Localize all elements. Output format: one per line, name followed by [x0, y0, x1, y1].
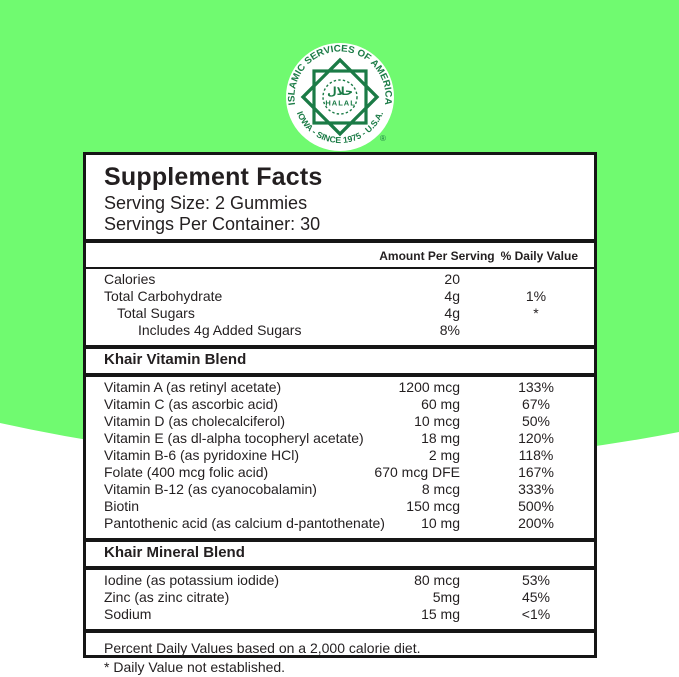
nutrient-name: Vitamin A (as retinyl acetate)	[104, 379, 282, 395]
footnote-daily-values: Percent Daily Values based on a 2,000 calorie diet.	[104, 640, 421, 656]
panel-title: Supplement Facts	[104, 163, 323, 191]
nutrient-dv: 45%	[521, 589, 551, 605]
nutrient-amount: 670 mcg DFE	[374, 464, 460, 480]
nutrient-dv: *	[533, 305, 539, 321]
nutrient-dv: 500%	[518, 498, 554, 514]
nutrient-dv: 1%	[525, 288, 547, 304]
nutrient-amount: 10 mg	[421, 515, 460, 531]
nutrient-name: Vitamin D (as cholecalciferol)	[104, 413, 286, 429]
nutrient-name: Zinc (as zinc citrate)	[104, 589, 230, 605]
nutrient-name: Sodium	[104, 606, 152, 622]
nutrient-dv: 67%	[521, 396, 551, 412]
table-row	[86, 481, 594, 498]
nutrient-amount: 4g	[444, 288, 460, 304]
nutrient-amount: 15 mg	[421, 606, 460, 622]
table-row	[86, 464, 594, 481]
supplement-facts-panel	[83, 152, 597, 675]
nutrient-name: Vitamin C (as ascorbic acid)	[104, 396, 279, 412]
table-row	[86, 271, 594, 288]
nutrient-amount: 20	[444, 271, 460, 287]
nutrient-dv: 50%	[521, 413, 551, 429]
servings-per-container: Servings Per Container: 30	[104, 214, 321, 234]
table-row	[86, 515, 594, 532]
halal-logo	[277, 34, 403, 160]
table-row	[86, 572, 594, 589]
table-row	[86, 396, 594, 413]
nutrient-name: Total Carbohydrate	[104, 288, 223, 304]
nutrient-amount: 5mg	[432, 589, 460, 605]
logo-halal-label: HALAL	[325, 98, 356, 108]
table-row	[86, 305, 594, 322]
logo-arc-bottom-textpath: IOWA - SINCE 1975 - U.S.A.	[294, 109, 386, 146]
nutrient-name: Vitamin B-12 (as cyanocobalamin)	[104, 481, 317, 497]
nutrient-name: Total Sugars	[117, 305, 195, 321]
footnote-dv-not-established: * Daily Value not established.	[104, 659, 286, 675]
nutrient-amount: 4g	[444, 305, 460, 321]
nutrient-name: Vitamin E (as dl-alpha tocopheryl acetate)	[104, 430, 364, 446]
nutrient-amount: 8 mcg	[421, 481, 460, 497]
logo-arc-top-textpath: ISLAMIC SERVICES OF AMERICA	[286, 43, 394, 106]
nutrient-dv: 333%	[518, 481, 554, 497]
mineral-blend-header: Khair Mineral Blend	[104, 544, 245, 561]
column-header-amount: Amount Per Serving	[379, 249, 495, 263]
vitamin-blend-rows	[86, 377, 594, 534]
table-row	[86, 288, 594, 305]
vitamin-blend-header: Khair Vitamin Blend	[104, 351, 247, 368]
nutrient-dv: 133%	[518, 379, 554, 395]
nutrient-name: Folate (400 mcg folic acid)	[104, 464, 269, 480]
logo-arabic-halal: حلال	[327, 85, 353, 98]
column-headers	[86, 243, 594, 267]
table-row	[86, 447, 594, 464]
registered-trademark-icon: ®	[380, 134, 386, 143]
nutrient-amount: 1200 mcg	[398, 379, 460, 395]
nutrient-dv: 118%	[518, 447, 554, 463]
mineral-blend-rows	[86, 570, 594, 625]
nutrient-amount: 10 mcg	[414, 413, 460, 429]
table-row	[86, 589, 594, 606]
nutrient-amount: 80 mcg	[414, 572, 460, 588]
nutrient-name: Iodine (as potassium iodide)	[104, 572, 280, 588]
nutrient-dv: 200%	[518, 515, 554, 531]
table-row	[86, 322, 594, 339]
serving-size: Serving Size: 2 Gummies	[104, 193, 308, 213]
nutrient-name: Vitamin B-6 (as pyridoxine HCl)	[104, 447, 300, 463]
nutrient-name: Pantothenic acid (as calcium d-pantothenate)	[104, 515, 385, 531]
nutrient-amount: 2 mg	[428, 447, 460, 463]
table-row	[86, 413, 594, 430]
nutrient-dv: 53%	[521, 572, 551, 588]
nutrient-name: Includes 4g Added Sugars	[138, 322, 302, 338]
table-row	[86, 379, 594, 396]
table-row	[86, 498, 594, 515]
nutrient-name: Calories	[104, 271, 156, 287]
nutrient-dv: <1%	[521, 606, 551, 622]
table-row	[86, 430, 594, 447]
nutrient-amount: 18 mg	[421, 430, 460, 446]
nutrient-amount: 8%	[439, 322, 460, 338]
nutrient-amount: 60 mg	[421, 396, 460, 412]
main-nutrition-rows	[86, 269, 594, 341]
column-header-daily-value: % Daily Value	[500, 249, 578, 263]
table-row	[86, 606, 594, 623]
nutrient-dv: 120%	[518, 430, 554, 446]
nutrient-amount: 150 mcg	[406, 498, 460, 514]
nutrient-dv: 167%	[518, 464, 554, 480]
nutrient-name: Biotin	[104, 498, 140, 514]
footnotes	[86, 633, 594, 677]
